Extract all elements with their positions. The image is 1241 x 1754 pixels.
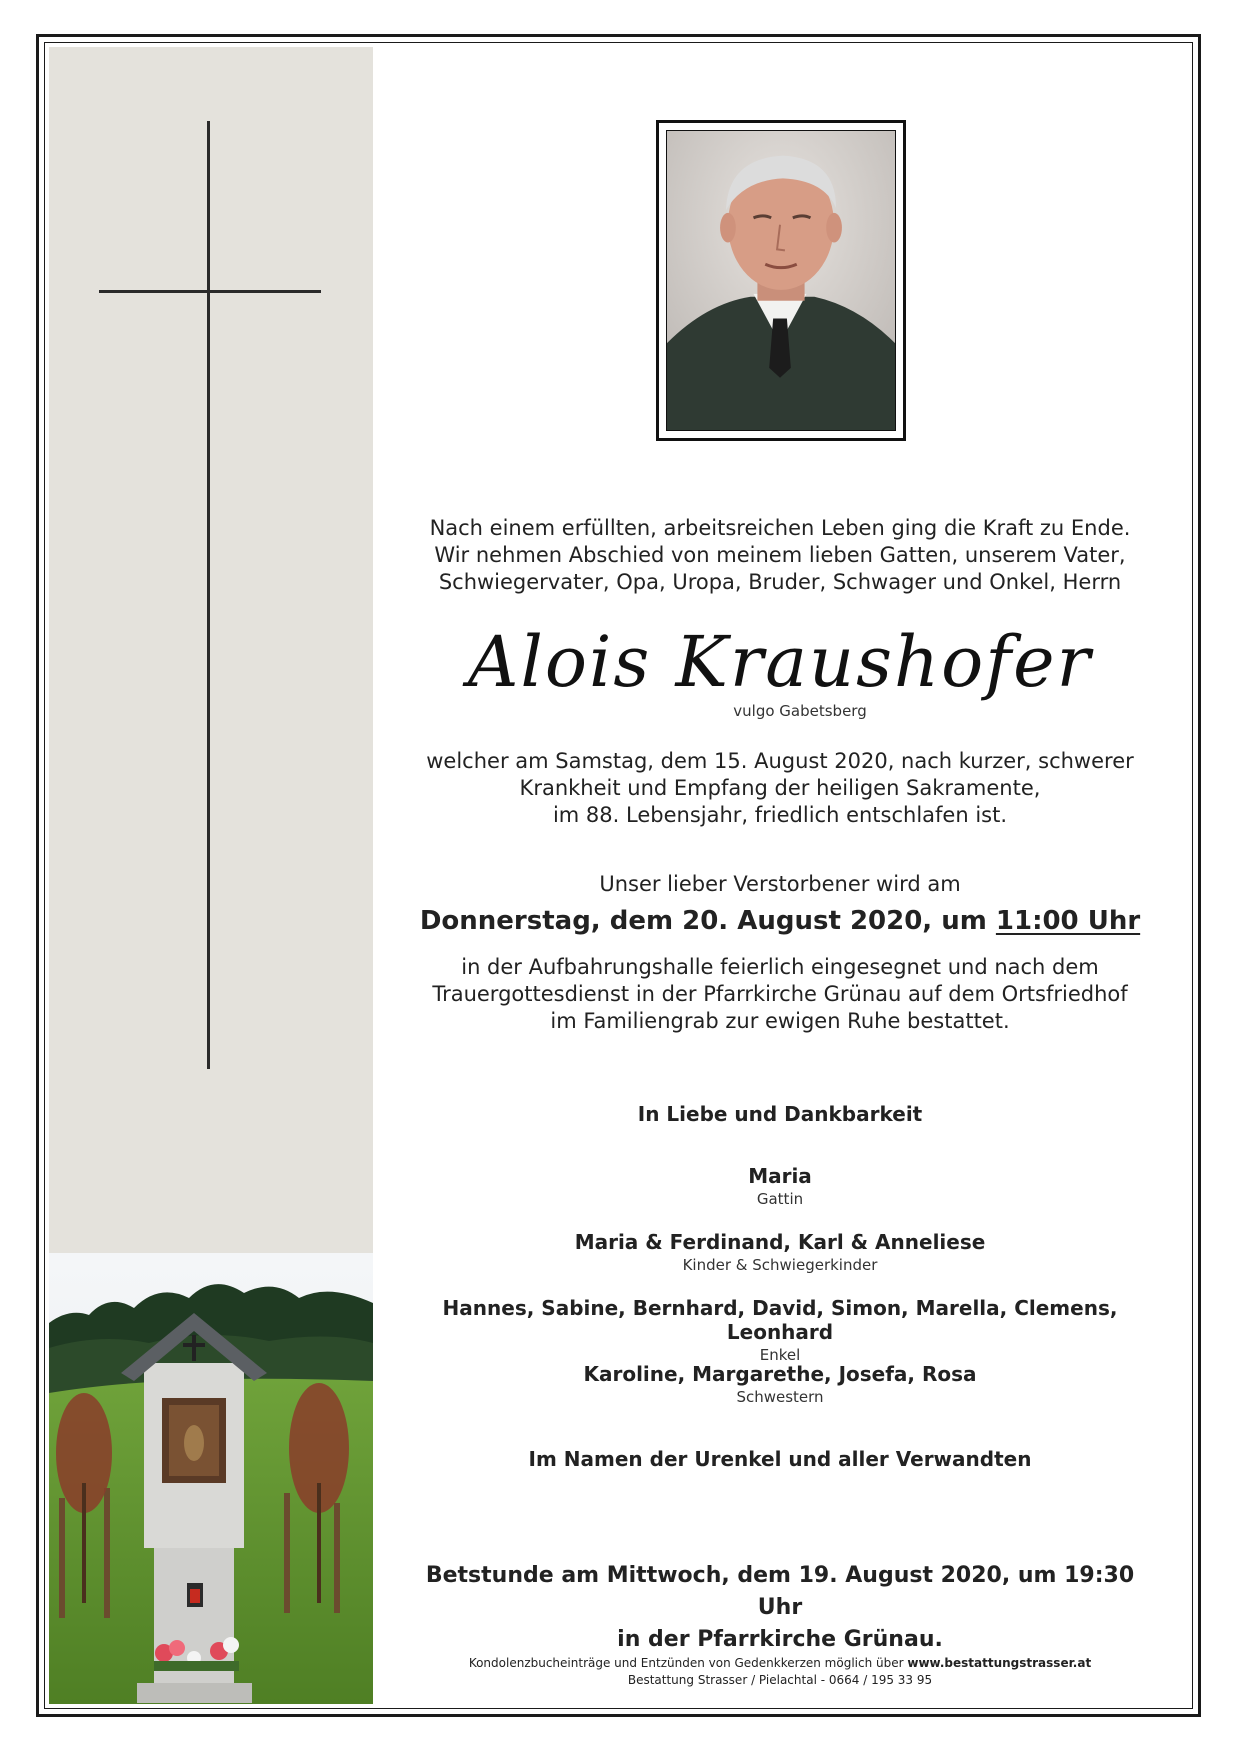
prayer-notice bbox=[400, 1560, 1160, 1656]
death-line: im 88. Lebensjahr, friedlich entschlafen ist. bbox=[552, 803, 1008, 827]
thanks-heading: In Liebe und Dankbarkeit bbox=[637, 1102, 923, 1126]
family-names: Karoline, Margarethe, Josefa, Rosa bbox=[583, 1362, 977, 1386]
funeral-time: 11:00 Uhr bbox=[995, 906, 1141, 936]
family-group bbox=[400, 1230, 1160, 1274]
family-names: Hannes, Sabine, Bernhard, David, Simon, Marella, Clemens, Leonhard bbox=[442, 1296, 1118, 1344]
intro-text bbox=[400, 515, 1160, 596]
intro-line: Nach einem erfüllten, arbeitsreichen Leben ging die Kraft zu Ende. bbox=[429, 516, 1131, 540]
footer-text: Kondolenzbucheinträge und Entzünden von Gedenkkerzen möglich über bbox=[468, 1656, 908, 1670]
funeral-line: im Familiengrab zur ewigen Ruhe bestattet. bbox=[550, 1009, 1010, 1033]
funeral-lead: Unser lieber Verstorbener wird am bbox=[599, 872, 961, 896]
footer-line bbox=[400, 1655, 1160, 1672]
portrait-photo bbox=[656, 120, 906, 441]
wayside-shrine-photo bbox=[49, 1253, 373, 1704]
family-role: Enkel bbox=[759, 1346, 801, 1364]
footer bbox=[400, 1655, 1160, 1689]
family-role: Kinder & Schwiegerkinder bbox=[682, 1256, 878, 1274]
intro-line: Schwiegervater, Opa, Uropa, Bruder, Schwager und Onkel, Herrn bbox=[438, 570, 1122, 594]
family-group bbox=[400, 1164, 1160, 1208]
footer-contact: Bestattung Strasser / Pielachtal - 0664 / 195 33 95 bbox=[627, 1673, 933, 1687]
intro-line: Wir nehmen Abschied von meinem lieben Gatten, unserem Vater, bbox=[434, 543, 1126, 567]
deceased-nickname: vulgo Gabetsberg bbox=[733, 702, 867, 720]
cross-icon-vertical bbox=[207, 121, 210, 1069]
family-role: Gattin bbox=[756, 1190, 804, 1208]
side-panel bbox=[49, 47, 373, 1253]
death-line: welcher am Samstag, dem 15. August 2020, nach kurzer, schwerer bbox=[426, 749, 1134, 773]
funeral-line: in der Aufbahrungshalle feierlich eingesegnet und nach dem bbox=[461, 955, 1099, 979]
closing-line: Im Namen der Urenkel und aller Verwandten bbox=[528, 1447, 1032, 1471]
family-names: Maria bbox=[748, 1164, 812, 1188]
funeral-line: Trauergottesdienst in der Pfarrkirche Grünau auf dem Ortsfriedhof bbox=[432, 982, 1128, 1006]
death-line: Krankheit und Empfang der heiligen Sakramente, bbox=[519, 776, 1041, 800]
death-notice bbox=[400, 748, 1160, 829]
funeral-details bbox=[400, 954, 1160, 1035]
family-group bbox=[400, 1296, 1160, 1364]
family-group bbox=[400, 1362, 1160, 1406]
prayer-line: Betstunde am Mittwoch, dem 19. August 2020, um 19:30 Uhr bbox=[425, 1563, 1135, 1620]
website-link[interactable]: www.bestattungstrasser.at bbox=[907, 1656, 1092, 1670]
deceased-name: Alois Kraushofer bbox=[467, 621, 1093, 703]
family-names: Maria & Ferdinand, Karl & Anneliese bbox=[574, 1230, 986, 1254]
prayer-line: in der Pfarrkirche Grünau. bbox=[617, 1627, 943, 1652]
funeral-date-text: Donnerstag, dem 20. August 2020, um bbox=[419, 906, 996, 936]
family-role: Schwestern bbox=[736, 1388, 824, 1406]
funeral-date bbox=[400, 906, 1160, 936]
cross-icon-horizontal bbox=[99, 290, 321, 293]
